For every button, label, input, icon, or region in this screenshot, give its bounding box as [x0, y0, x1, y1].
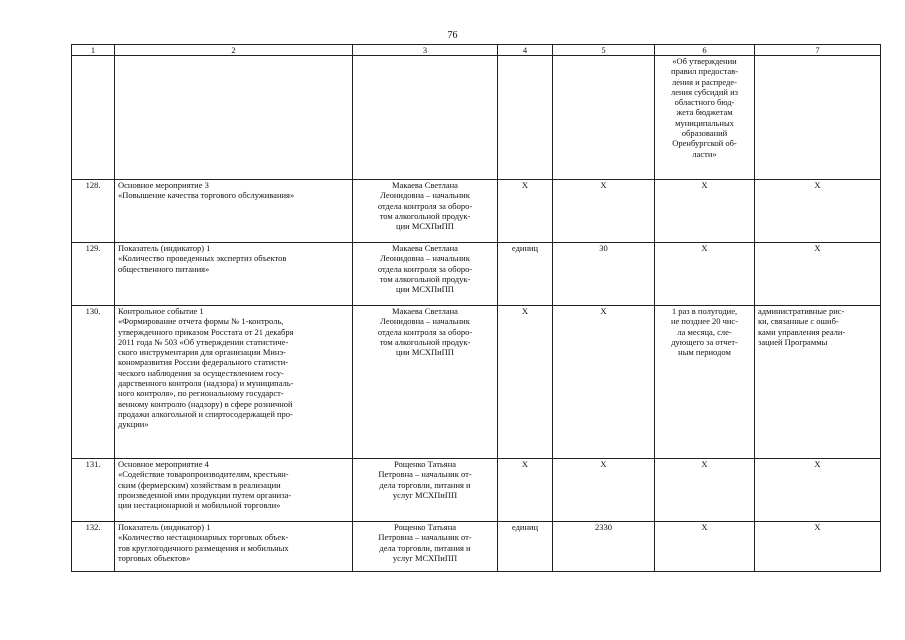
responsible-cell: [353, 459, 498, 522]
target-value: X: [600, 459, 607, 469]
unit-value: X: [521, 306, 529, 316]
description-line: ского инструментария для организации Минэ-: [118, 347, 286, 358]
responsible-cell: [353, 243, 498, 306]
description-line: ного контроля», по региональному государст-: [118, 388, 284, 399]
risk-cell: [755, 243, 881, 306]
table-row: [72, 459, 881, 522]
description-line: кономразвития России федерального статисти-: [118, 357, 289, 368]
risk-line: ками управления реали-: [758, 326, 846, 337]
deadline-line: X: [701, 243, 708, 253]
risk-line: X: [814, 459, 821, 469]
responsible-line: Леонидовна – начальник: [380, 253, 470, 264]
responsible-line: услуг МСХПиПП: [392, 489, 458, 500]
value-cell: [553, 306, 655, 459]
page-number: 76: [447, 30, 458, 41]
responsible-line: Макаева Светлана: [392, 180, 458, 190]
deadline-cell: [655, 459, 755, 522]
continuation-line: ления субсидий из: [670, 86, 739, 97]
column-header-1: 1: [72, 45, 115, 56]
deadline-line: X: [701, 459, 708, 469]
target-value: 30: [599, 243, 608, 253]
risk-line: зацией Программы: [758, 336, 828, 347]
row-number-cell: [72, 180, 115, 243]
table-row: [72, 180, 881, 243]
target-value: 2330: [595, 522, 612, 532]
risk-line: X: [814, 180, 821, 190]
continuation-line: жета бюджетам: [676, 107, 733, 118]
description-line: «Количество проведенных экспертиз объектов: [118, 253, 287, 264]
continuation-line: правил предостав-: [671, 66, 738, 77]
responsible-line: дела торговли, питания и: [379, 479, 471, 490]
risk-cell: [755, 522, 881, 572]
unit-cell: [498, 459, 553, 522]
deadline-line: ным периодом: [678, 347, 731, 358]
description-cell: [115, 180, 353, 243]
risk-line: X: [814, 522, 821, 532]
column-header-5: 5: [553, 45, 655, 56]
target-value: X: [600, 180, 607, 190]
unit-value: X: [521, 459, 529, 469]
table-row: [72, 522, 881, 572]
responsible-line: отдела контроля за оборо-: [377, 263, 473, 274]
description-line: тов круглогодичного размещения и мобильных: [118, 542, 289, 553]
deadline-line: не позднее 20 чис-: [670, 316, 739, 327]
responsible-line: Рощенко Татьяна: [393, 459, 457, 469]
table-row: [72, 306, 881, 459]
description-line: Показатель (индикатор) 1: [118, 522, 211, 532]
target-value: X: [600, 306, 607, 316]
responsible-line: Леонидовна – начальник: [380, 316, 470, 327]
unit-cell: [498, 522, 553, 572]
responsible-line: дела торговли, питания и: [379, 542, 471, 553]
row-number: 130.: [85, 306, 101, 316]
responsible-line: том алкогольной продук-: [379, 336, 471, 347]
row-number-cell: [72, 522, 115, 572]
description-line: торговых объектов»: [118, 552, 191, 563]
responsible-line: ции МСХПиПП: [396, 284, 454, 295]
description-line: дукции»: [118, 419, 149, 430]
deadline-line: X: [701, 522, 708, 532]
description-line: «Содействие товаропроизводителям, крестьян-: [118, 469, 289, 480]
description-line: 2011 года № 503 «Об утверждении статистиче-: [118, 336, 289, 347]
description-line: утвержденного приказом Росстата от 21 декабря: [118, 326, 294, 337]
responsible-cell: [353, 180, 498, 243]
description-cell: [115, 306, 353, 459]
deadline-cell: [655, 180, 755, 243]
description-cell: [115, 522, 353, 572]
unit-value: единиц: [511, 522, 539, 532]
responsible-line: Леонидовна – начальник: [380, 190, 470, 201]
row-number: 132.: [85, 522, 101, 532]
deadline-line: дующего за отчет-: [671, 336, 738, 347]
responsible-cell: [353, 306, 498, 459]
description-line: ции нестационарной и мобильной торговли»: [118, 500, 281, 511]
continuation-line: «Об утверждении: [672, 56, 737, 66]
column-header-2: 2: [115, 45, 353, 56]
deadline-line: ла месяца, сле-: [677, 326, 732, 337]
continuation-cell-6: [655, 56, 755, 180]
column-header-6: 6: [655, 45, 755, 56]
responsible-line: том алкогольной продук-: [379, 273, 471, 284]
risk-cell: [755, 459, 881, 522]
column-number-row: [72, 45, 881, 56]
continuation-line: муниципальных: [675, 117, 734, 128]
continuation-line: областного бюд-: [674, 97, 735, 108]
unit-value: X: [521, 180, 529, 190]
responsible-line: отдела контроля за оборо-: [377, 200, 473, 211]
risk-cell: [755, 306, 881, 459]
description-line: «Количество нестационарных торговых объек-: [118, 532, 289, 543]
description-line: произведенной ими продукции путем организа-: [118, 489, 292, 500]
responsible-cell: [353, 522, 498, 572]
value-cell: [553, 180, 655, 243]
row-number: 128.: [85, 180, 101, 190]
description-line: продажи алкогольной и спиртосодержащей про-: [118, 408, 293, 419]
responsible-line: отдела контроля за оборо-: [377, 326, 473, 337]
continuation-line: образований: [681, 128, 728, 139]
column-header-7: 7: [755, 45, 881, 56]
deadline-line: X: [701, 180, 708, 190]
row-number-cell: [72, 459, 115, 522]
description-line: Контрольное событие 1: [118, 306, 204, 316]
unit-cell: [498, 243, 553, 306]
responsible-line: ции МСХПиПП: [396, 347, 454, 358]
deadline-cell: [655, 522, 755, 572]
measures-table: [71, 44, 881, 572]
column-header-3: 3: [353, 45, 498, 56]
continuation-line: ласти»: [692, 148, 717, 159]
description-line: «Формирование отчета формы № 1-контроль,: [118, 316, 284, 327]
description-line: ческого наблюдения за осуществлением госу-: [118, 367, 284, 378]
risk-cell: [755, 180, 881, 243]
row-number: 131.: [85, 459, 101, 469]
description-line: Основное мероприятие 3: [118, 180, 209, 190]
responsible-line: услуг МСХПиПП: [392, 552, 458, 563]
responsible-line: ции МСХПиПП: [396, 221, 454, 232]
description-line: ским (фермерским) хозяйствам в реализации: [118, 479, 281, 490]
continuation-row: [72, 56, 881, 180]
description-cell: [115, 243, 353, 306]
deadline-cell: [655, 243, 755, 306]
responsible-line: Петровна – начальник от-: [378, 532, 472, 543]
description-line: дарственного контроля (надзора) и муниципаль-: [118, 378, 294, 389]
description-cell: [115, 459, 353, 522]
deadline-line: 1 раз в полугодие,: [671, 306, 738, 316]
value-cell: [553, 243, 655, 306]
unit-cell: [498, 180, 553, 243]
description-line: Основное мероприятие 4: [118, 459, 209, 469]
responsible-line: Макаева Светлана: [392, 243, 458, 253]
unit-value: единиц: [511, 243, 539, 253]
unit-cell: [498, 306, 553, 459]
deadline-cell: [655, 306, 755, 459]
value-cell: [553, 459, 655, 522]
continuation-line: Оренбургской об-: [672, 138, 737, 149]
risk-line: ки, связанные с ошиб-: [758, 316, 839, 327]
risk-line: административные рис-: [758, 306, 845, 316]
responsible-line: том алкогольной продук-: [379, 210, 471, 221]
description-line: венному контролю (надзору) в сфере розничной: [118, 398, 293, 409]
responsible-line: Петровна – начальник от-: [378, 469, 472, 480]
description-line: «Повышение качества торгового обслуживания»: [118, 190, 295, 201]
column-header-4: 4: [498, 45, 553, 56]
continuation-line: ления и распреде-: [671, 76, 737, 87]
table-row: [72, 243, 881, 306]
risk-line: X: [814, 243, 821, 253]
responsible-line: Макаева Светлана: [392, 306, 458, 316]
value-cell: [553, 522, 655, 572]
row-number-cell: [72, 306, 115, 459]
description-line: Показатель (индикатор) 1: [118, 243, 211, 253]
row-number-cell: [72, 243, 115, 306]
row-number: 129.: [85, 243, 101, 253]
description-line: общественного питания»: [118, 263, 210, 274]
responsible-line: Рощенко Татьяна: [393, 522, 457, 532]
